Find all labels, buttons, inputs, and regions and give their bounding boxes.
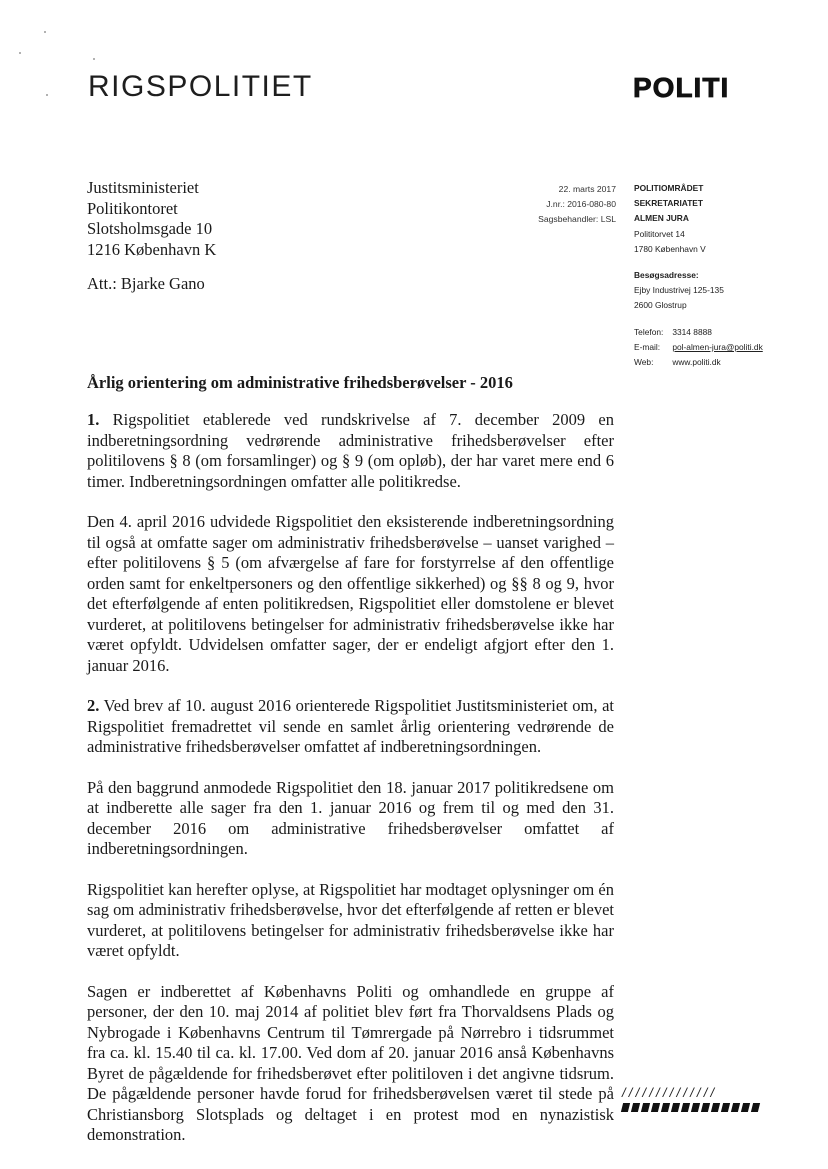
sender-address-line: 1780 København V — [634, 243, 706, 254]
letter-date: 22. marts 2017 — [558, 184, 616, 194]
case-handler: Sagsbehandler: LSL — [538, 214, 616, 224]
sender-unit-line: ALMEN JURA — [634, 213, 689, 224]
recipient-address — [87, 178, 216, 260]
slash-marks: ////////////// — [622, 1085, 718, 1100]
web-link[interactable]: www.politi.dk — [672, 357, 721, 368]
body-paragraph-2: Den 4. april 2016 udvidede Rigspolitiet den eksisterende indberetningsordning til også at omfatte sager om administrativ frihedsberøvelse – uanset varighed – efter politilovens § 5 (om afværgelse af fare for forstyrrelse af den offentlige orden samt for enkeltpersoners og den offentlige sikkerhed) og §§ 8 og 9, hvor det efterfølgende af enten politikredsen, Rigspolitiet eller domstolene er blevet vurderet, at politilovens betingelser for administrativ frihedsberøvelse ikke har været opfyldt. Udvidelsen omfatter sager, der er endeligt afgjort efter den 1. januar 2016. — [87, 512, 614, 675]
web-label: Web: — [634, 357, 654, 368]
letter-subject: Årlig orientering om administrative frihedsberøvelser - 2016 — [87, 373, 513, 392]
email-row — [634, 340, 763, 355]
email-label: E-mail: — [634, 341, 661, 352]
scan-speck — [44, 31, 46, 33]
phone-value: 3314 8888 — [672, 326, 712, 337]
journal-number: J.nr.: 2016-080-80 — [546, 199, 616, 209]
sender-unit-line: SEKRETARIATET — [634, 198, 704, 209]
sender-address-line: Polititorvet 14 — [634, 228, 685, 239]
letter-body — [87, 410, 614, 1166]
attention-line: Att.: Bjarke Gano — [87, 274, 205, 293]
organization-title: RIGSPOLITIET — [88, 70, 313, 103]
document-id-marks — [622, 1085, 767, 1112]
body-paragraph-4: På den baggrund anmodede Rigspolitiet den 18. januar 2017 politikredsene om at indberette alle sager fra den 1. januar 2016 og frem til og med den 31. december 2016 om administrative frihedsberøvelser omfattet af indberetningsordningen. — [87, 777, 614, 858]
paragraph-text: Ved brev af 10. august 2016 orienterede Rigspolitiet Justitsministeriet om, at Rigspolitiet fremadrettet vil sende en samlet årlig orientering vedrørende de administrative frihedsberøvelser omfattet af indberetningsordningen. — [87, 696, 614, 756]
phone-row — [634, 325, 763, 340]
recipient-line: Politikontoret — [87, 198, 178, 218]
body-paragraph-5: Rigspolitiet kan herefter oplyse, at Rigspolitiet har modtaget oplysninger om én sag om administrativ frihedsberøvelse, hvor det efterfølgende af retten er blevet vurderet, at politilovens betingelser for administrativ frihedsberøvelse ikke har været opfyldt. — [87, 879, 614, 960]
scan-speck — [46, 94, 48, 96]
section-number: 2. — [87, 696, 100, 715]
web-row — [634, 355, 763, 370]
sender-unit-line: POLITIOMRÅDET — [634, 183, 704, 193]
recipient-line: 1216 København K — [87, 239, 217, 259]
barcode-strip — [622, 1103, 767, 1112]
scan-speck — [93, 58, 95, 60]
visit-address-line: 2600 Glostrup — [634, 300, 687, 311]
email-link[interactable]: pol-almen-jura@politi.dk — [672, 341, 763, 352]
body-paragraph-1 — [87, 410, 614, 492]
letter-meta — [538, 182, 616, 227]
phone-label: Telefon: — [634, 326, 664, 337]
scan-speck — [19, 52, 21, 54]
visit-address-line: Ejby Industrivej 125-135 — [634, 285, 724, 296]
politi-logo: POLITI — [633, 72, 730, 103]
paragraph-text: Rigspolitiet etablerede ved rundskrivelse af 7. december 2009 en indberetningsordning vedrørende administrative frihedsberøvelser efter politilovens § 8 (om forsamlinger) og § 9 (om opløb), der har varet mere end 6 timer. Indberetningsordningen omfatter alle politikredse. — [87, 410, 614, 491]
body-paragraph-3 — [87, 696, 614, 758]
body-paragraph-6: Sagen er indberettet af Københavns Politi og omhandlede en gruppe af personer, der den 10. maj 2014 af politiet blev ført fra Thorvaldsens Plads og Nybrogade i Københavns Centrum til Tømrergade på Nørrebro i tidsrummet fra ca. kl. 15.40 til ca. kl. 17.00. Ved dom af 20. januar 2016 anså Københavns Byret de pågældende for frihedsberøvet efter politiloven i det angivne tidsrum. De pågældende personer havde forud for frihedsberøvelsen været til stede på Christiansborg Slotsplads og deltaget i en protest mod en nynazistisk demonstration. — [87, 981, 614, 1144]
recipient-line: Slotsholmsgade 10 — [87, 219, 213, 238]
recipient-line: Justitsministeriet — [87, 178, 199, 197]
sender-sidebar — [634, 181, 763, 370]
visit-address-label: Besøgsadresse: — [634, 270, 699, 281]
section-number: 1. — [87, 410, 100, 429]
